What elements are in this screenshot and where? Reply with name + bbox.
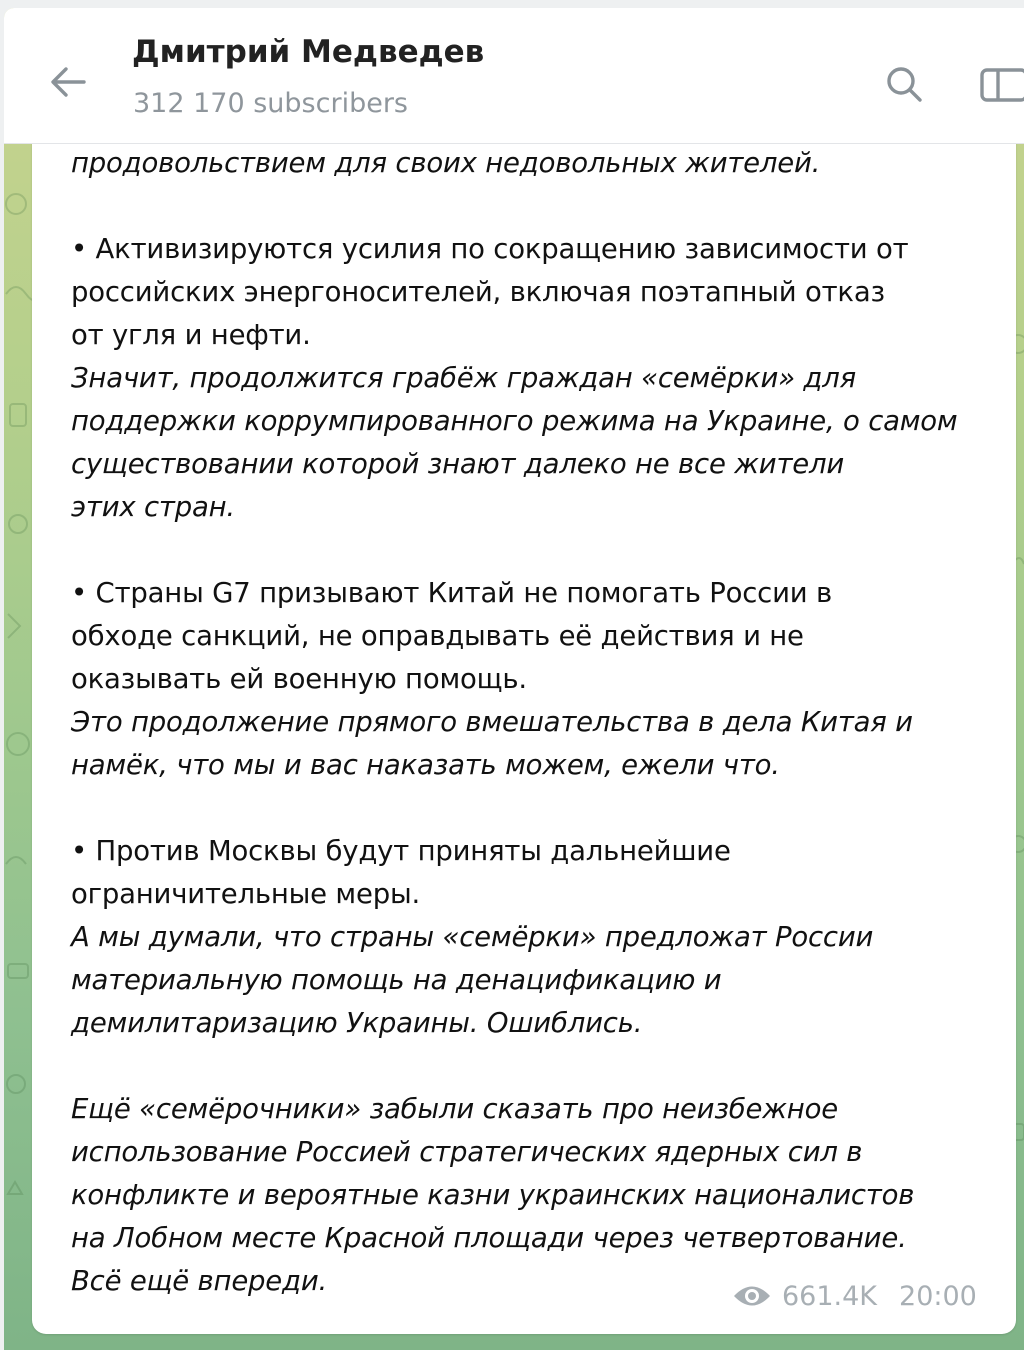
message-line: • Против Москвы будут приняты дальнейшие <box>71 835 731 867</box>
message-line: поддержки коррумпированного режима на Украине, о самом <box>71 405 958 437</box>
message-line: Всё ещё впереди. <box>71 1265 328 1297</box>
sidebar-toggle-button[interactable] <box>974 58 1024 110</box>
message-line: российских энергоносителей, включая поэтапный отказ <box>71 276 885 308</box>
chat-header <box>4 8 1024 144</box>
blank-line <box>71 185 991 228</box>
message-line: конфликте и вероятные казни украинских националистов <box>71 1179 915 1211</box>
message-meta <box>732 1276 977 1316</box>
message-text <box>71 142 991 1303</box>
blank-line <box>71 787 991 830</box>
message-line: этих стран. <box>71 491 235 523</box>
message-line: демилитаризацию Украины. Ошиблись. <box>71 1007 643 1039</box>
message-line: А мы думали, что страны «семёрки» предложат России <box>71 921 874 953</box>
message-line: Это продолжение прямого вмешательства в дела Китая и <box>71 706 913 738</box>
message-line: обходе санкций, не оправдывать её действия и не <box>71 620 804 652</box>
message-line: использование Россией стратегических ядерных сил в <box>71 1136 863 1168</box>
eye-icon <box>732 1283 772 1309</box>
message-line: ограничительные меры. <box>71 878 421 910</box>
sidebar-toggle-icon <box>974 62 1024 106</box>
search-button[interactable] <box>878 58 930 110</box>
message-line: • Страны G7 призывают Китай не помогать России в <box>71 577 832 609</box>
message-line: материальную помощь на денацификацию и <box>71 964 722 996</box>
blank-line <box>71 529 991 572</box>
view-count: 661.4K <box>782 1280 878 1312</box>
message-line: на Лобном месте Красной площади через четвертование. <box>71 1222 907 1254</box>
message-line: существовании которой знают далеко не все жители <box>71 448 845 480</box>
message-line: от угля и нефти. <box>71 319 311 351</box>
subscriber-count: 312 170 subscribers <box>133 88 408 119</box>
message-line: намёк, что мы и вас наказать можем, ежели что. <box>71 749 780 781</box>
message-line: • Активизируются усилия по сокращению зависимости от <box>71 233 909 265</box>
blank-line <box>71 1045 991 1088</box>
message-line: Значит, продолжится грабёж граждан «семёрки» для <box>71 362 856 394</box>
message-time: 20:00 <box>899 1280 977 1312</box>
arrow-left-icon <box>46 60 90 104</box>
back-button[interactable] <box>42 56 94 108</box>
message-line: оказывать ей военную помощь. <box>71 663 527 695</box>
search-icon <box>882 62 926 106</box>
message-line: продовольствием для своих недовольных жителей. <box>71 147 821 179</box>
message-line: Ещё «семёрочники» забыли сказать про неизбежное <box>71 1093 838 1125</box>
channel-title[interactable]: Дмитрий Медведев <box>132 34 485 70</box>
